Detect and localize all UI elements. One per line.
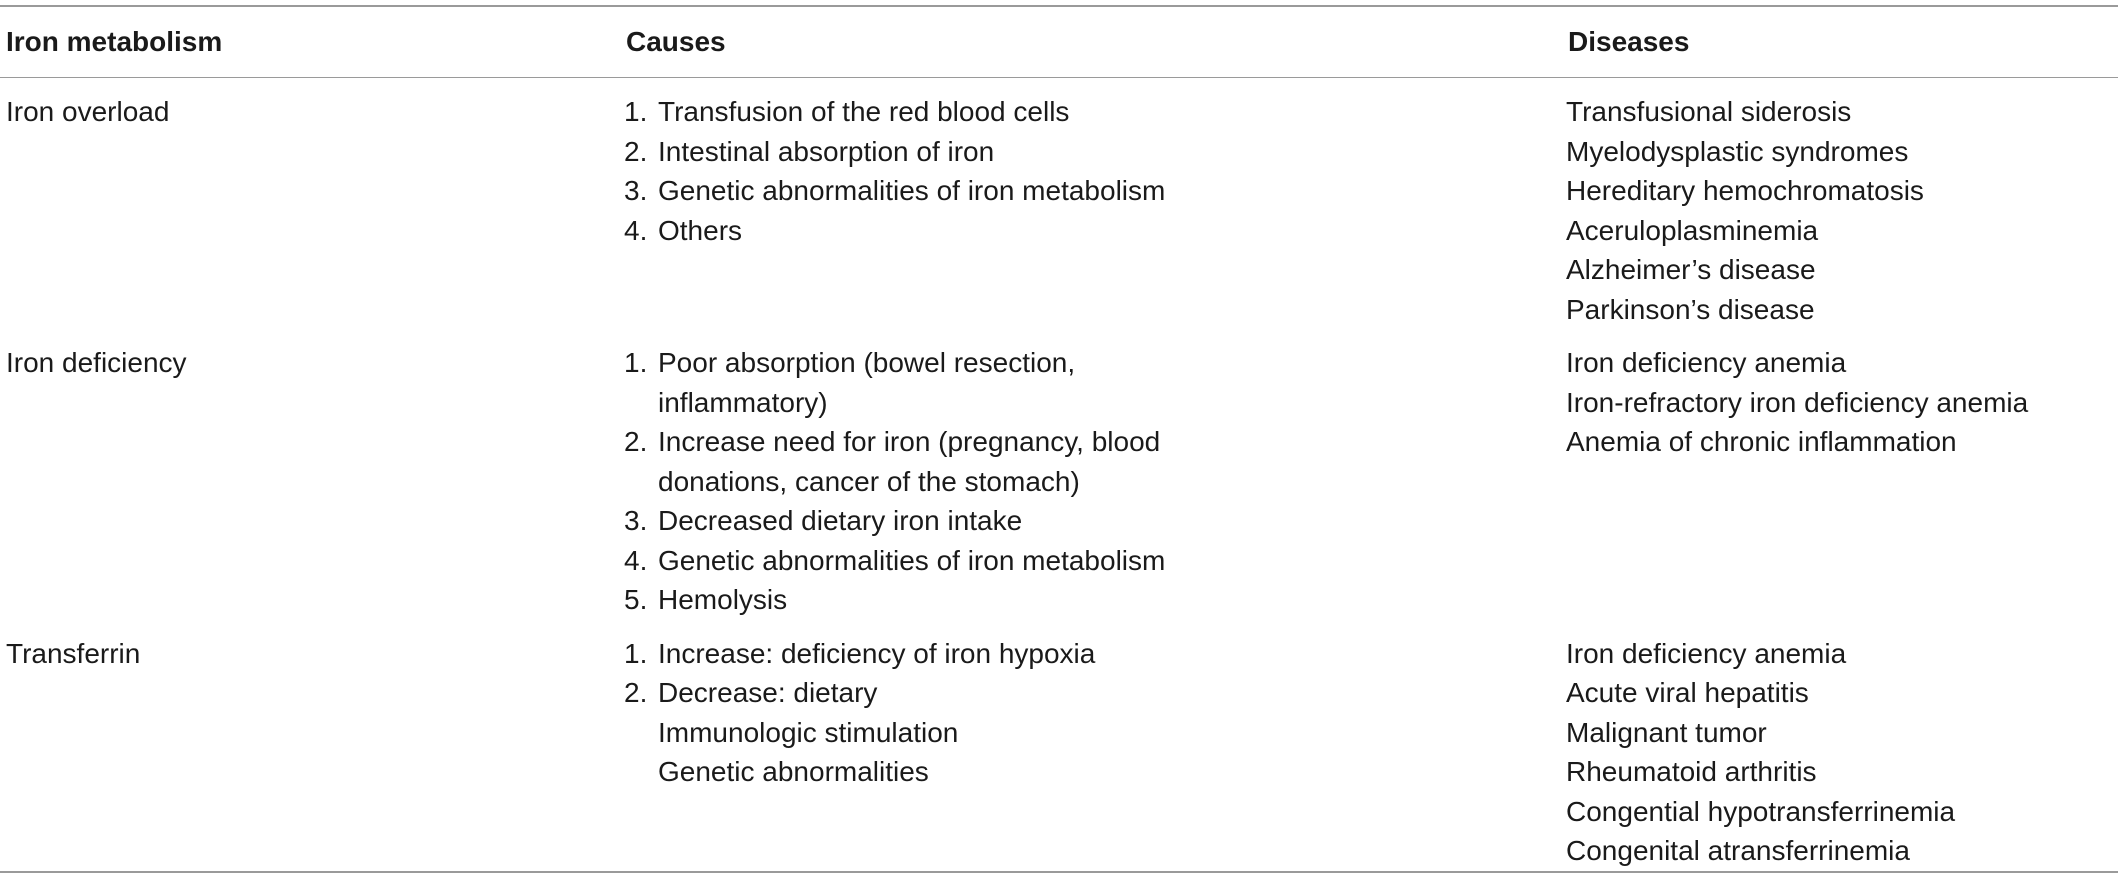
cause-item xyxy=(624,673,1184,713)
cell-causes xyxy=(624,78,1566,330)
cause-text: Genetic abnormalities of iron metabolism xyxy=(658,544,1166,576)
cell-causes xyxy=(624,620,1566,872)
cause-text: Decreased dietary iron intake xyxy=(658,505,1023,536)
cause-number: 3. xyxy=(624,505,648,536)
cause-number: 2. xyxy=(624,426,648,457)
header-causes: Causes xyxy=(626,26,726,57)
table-row-iron-deficiency xyxy=(0,329,2118,620)
cell-metabolism: Iron deficiency xyxy=(6,347,187,378)
iron-metabolism-table xyxy=(0,5,2118,873)
cause-subitem: Genetic abnormalities xyxy=(658,756,929,787)
disease-item: Hereditary hemochromatosis xyxy=(1566,175,1924,206)
disease-item: Iron deficiency anemia xyxy=(1566,347,1847,378)
disease-item: Anemia of chronic inflammation xyxy=(1566,426,1957,457)
cause-number: 3. xyxy=(624,175,648,206)
cause-item xyxy=(624,171,1184,211)
cause-item xyxy=(624,92,1184,132)
header-row xyxy=(0,6,2118,78)
table-row-iron-overload xyxy=(0,78,2118,330)
table-body xyxy=(0,78,2118,872)
cause-text: Increase: deficiency of iron hypoxia xyxy=(658,637,1096,669)
cause-text: Hemolysis xyxy=(658,584,788,615)
cause-item xyxy=(624,580,1184,620)
disease-item: Myelodysplastic syndromes xyxy=(1566,135,1909,167)
cause-text: Genetic abnormalities of iron metabolism xyxy=(658,175,1166,206)
cause-item xyxy=(624,541,1184,581)
cell-diseases xyxy=(1566,78,2118,330)
cause-text: Intestinal absorption of iron xyxy=(658,135,995,167)
table-row-transferrin xyxy=(0,620,2118,872)
cause-subitem: Immunologic stimulation xyxy=(658,716,959,748)
cell-diseases xyxy=(1566,620,2118,872)
cause-text: Decrease: dietary xyxy=(658,677,878,708)
cause-number: 1. xyxy=(624,347,648,378)
cause-item xyxy=(624,422,1184,501)
header-diseases: Diseases xyxy=(1568,26,1690,57)
disease-item: Rheumatoid arthritis xyxy=(1566,756,1817,787)
cause-item xyxy=(624,501,1184,541)
cause-text: Others xyxy=(658,214,743,246)
disease-item: Aceruloplasminemia xyxy=(1566,214,1819,246)
disease-item: Iron-refractory iron deficiency anemia xyxy=(1566,386,2029,418)
cause-item xyxy=(624,634,1184,674)
disease-item: Congential hypotransferrinemia xyxy=(1566,795,1956,827)
cause-item xyxy=(624,211,1184,251)
disease-item: Parkinson’s disease xyxy=(1566,293,1815,325)
cause-number: 4. xyxy=(624,214,648,246)
cause-text: Poor absorption (bowel resection, inflammatory) xyxy=(658,347,1076,418)
table-header xyxy=(0,6,2118,78)
disease-item: Alzheimer’s disease xyxy=(1566,254,1816,285)
disease-item: Acute viral hepatitis xyxy=(1566,677,1809,708)
disease-item: Transfusional siderosis xyxy=(1566,96,1852,127)
header-iron-metabolism: Iron metabolism xyxy=(6,26,223,57)
cause-number: 5. xyxy=(624,584,648,615)
cause-number: 1. xyxy=(624,637,648,669)
cell-causes xyxy=(624,329,1566,620)
cause-item xyxy=(624,132,1184,172)
cause-text: Transfusion of the red blood cells xyxy=(658,96,1070,127)
disease-item: Malignant tumor xyxy=(1566,716,1767,748)
cause-number: 2. xyxy=(624,677,648,708)
disease-item: Congenital atransferrinemia xyxy=(1566,835,1910,866)
cause-number: 4. xyxy=(624,544,648,576)
cause-number: 1. xyxy=(624,96,648,127)
cause-item xyxy=(624,343,1184,422)
cause-number: 2. xyxy=(624,135,648,167)
cause-text: Increase need for iron (pregnancy, blood donations, cancer of the stomach) xyxy=(658,426,1161,497)
cell-metabolism: Iron overload xyxy=(6,96,170,127)
cell-metabolism: Transferrin xyxy=(6,637,141,669)
cell-diseases xyxy=(1566,329,2118,620)
disease-item: Iron deficiency anemia xyxy=(1566,637,1847,669)
